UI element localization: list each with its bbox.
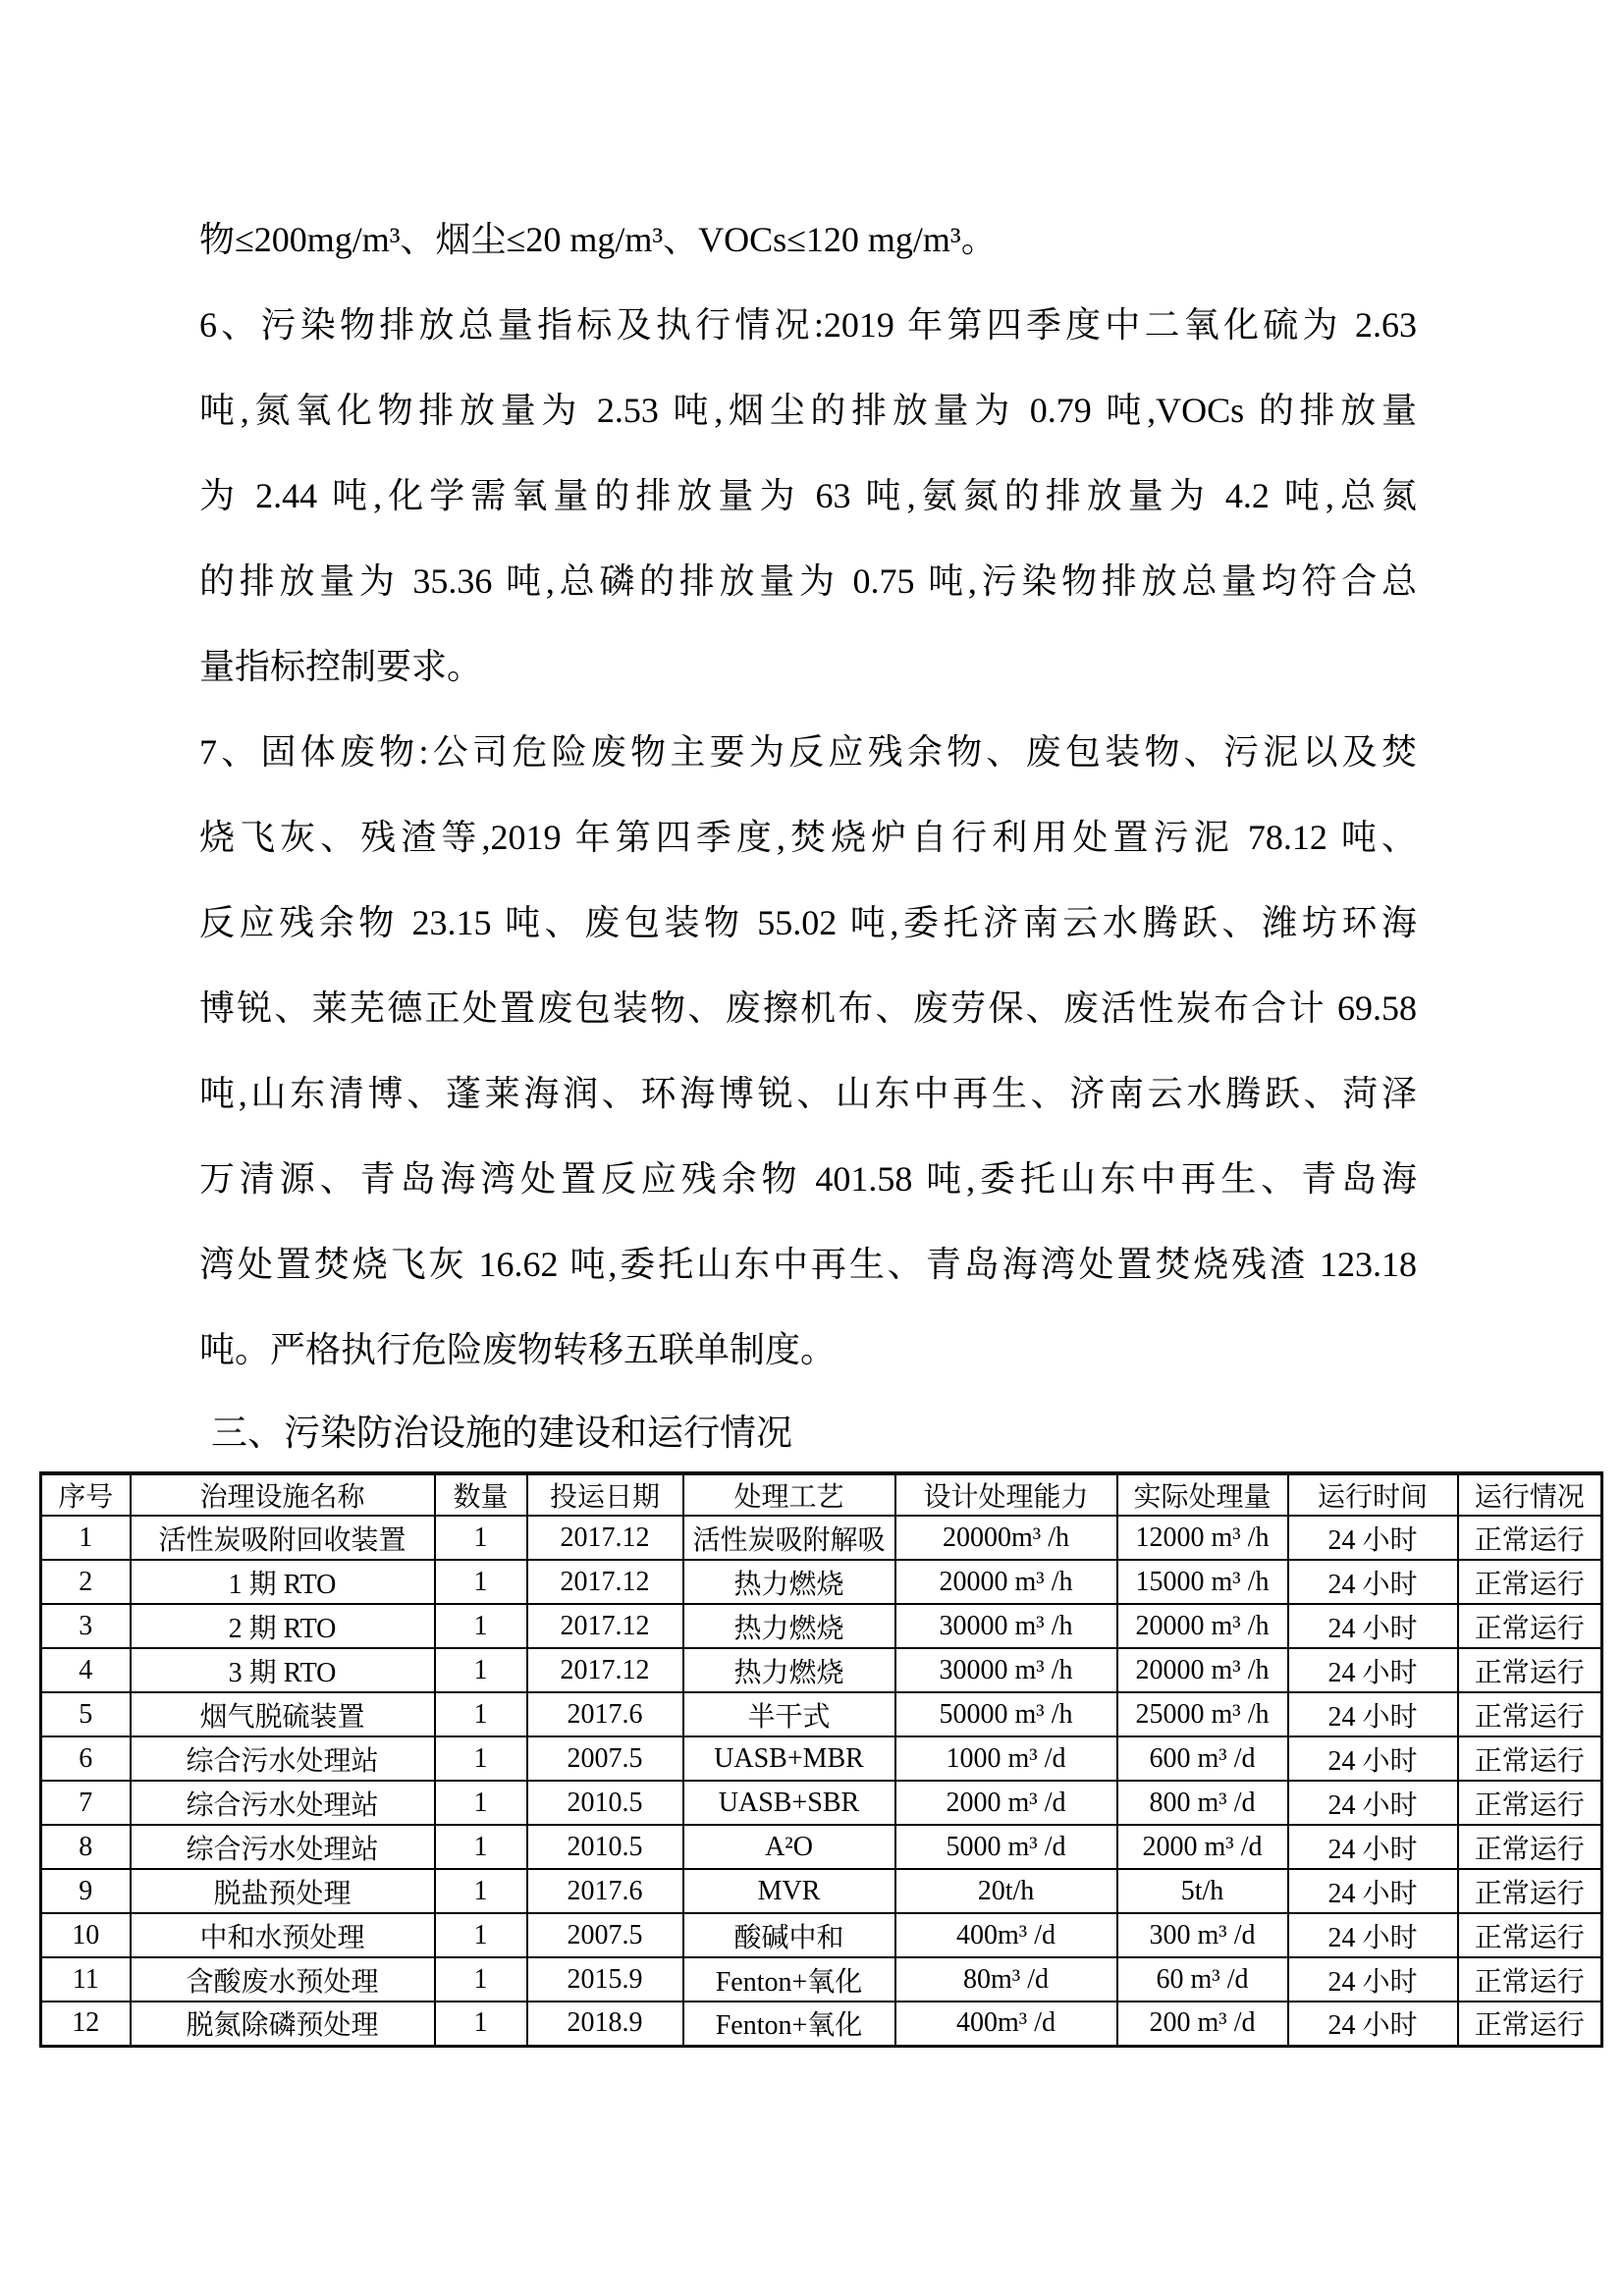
- table-cell: 600 m³ /d: [1117, 1736, 1288, 1781]
- table-cell: 2015.9: [527, 1957, 683, 2002]
- body-line: 量指标控制要求。: [199, 647, 483, 686]
- table-cell: 1: [435, 1913, 527, 1957]
- body-line: 博锐、莱芜德正处置废包装物、废擦机布、废劳保、废活性炭布合计 69.58: [199, 988, 1417, 1028]
- table-cell: 24 小时: [1288, 1560, 1458, 1604]
- table-cell: 1: [435, 1736, 527, 1781]
- table-cell: 5: [41, 1692, 131, 1736]
- table-cell: 2017.12: [527, 1516, 683, 1560]
- body-line: 7、固体废物:公司危险废物主要为反应残余物、废包装物、污泥以及焚: [199, 732, 1417, 772]
- table-cell: MVR: [683, 1869, 895, 1913]
- table-cell: 12000 m³ /h: [1117, 1516, 1288, 1560]
- table-cell: 300 m³ /d: [1117, 1913, 1288, 1957]
- table-row: [41, 1560, 1602, 1604]
- table-cell: 2: [41, 1560, 131, 1604]
- table-cell: 1 期 RTO: [131, 1560, 435, 1604]
- table-header-cell: 运行时间: [1288, 1473, 1458, 1516]
- table-cell: 热力燃烧: [683, 1604, 895, 1648]
- table-cell: 24 小时: [1288, 1913, 1458, 1957]
- table-cell: 30000 m³ /h: [895, 1648, 1117, 1692]
- table-cell: 5000 m³ /d: [895, 1825, 1117, 1869]
- table-cell: 400m³ /d: [895, 2002, 1117, 2046]
- table-cell: 正常运行: [1458, 1957, 1602, 2002]
- table-header-cell: 投运日期: [527, 1473, 683, 1516]
- body-line: 吨。严格执行危险废物转移五联单制度。: [199, 1330, 837, 1369]
- table-cell: 5t/h: [1117, 1869, 1288, 1913]
- table-cell: 24 小时: [1288, 1957, 1458, 2002]
- table-cell: 正常运行: [1458, 1604, 1602, 1648]
- table-cell: 3: [41, 1604, 131, 1648]
- table-cell: 20000 m³ /h: [1117, 1648, 1288, 1692]
- table-cell: 400m³ /d: [895, 1913, 1117, 1957]
- table-cell: 1: [41, 1516, 131, 1560]
- table-cell: 15000 m³ /h: [1117, 1560, 1288, 1604]
- table-cell: 1: [435, 1957, 527, 2002]
- table-row: [41, 1781, 1602, 1825]
- body-line: 湾处置焚烧飞灰 16.62 吨,委托山东中再生、青岛海湾处置焚烧残渣 123.18: [199, 1245, 1417, 1284]
- table-cell: 11: [41, 1957, 131, 2002]
- table-cell: 200 m³ /d: [1117, 2002, 1288, 2046]
- table-cell: 2000 m³ /d: [895, 1781, 1117, 1825]
- table-cell: Fenton+氧化: [683, 1957, 895, 2002]
- table-cell: 含酸废水预处理: [131, 1957, 435, 2002]
- table-cell: 烟气脱硫装置: [131, 1692, 435, 1736]
- table-cell: 4: [41, 1648, 131, 1692]
- table-cell: 80m³ /d: [895, 1957, 1117, 2002]
- body-line: 烧飞灰、残渣等,2019 年第四季度,焚烧炉自行利用处置污泥 78.12 吨、: [199, 818, 1417, 857]
- body-line: 吨,山东清博、蓬莱海润、环海博锐、山东中再生、济南云水腾跃、菏泽: [199, 1074, 1417, 1113]
- table-cell: 1: [435, 1692, 527, 1736]
- table-cell: 1: [435, 1604, 527, 1648]
- table-header-cell: 序号: [41, 1473, 131, 1516]
- table-cell: 20t/h: [895, 1869, 1117, 1913]
- table-cell: 综合污水处理站: [131, 1825, 435, 1869]
- table-cell: 2018.9: [527, 2002, 683, 2046]
- table-cell: 24 小时: [1288, 1825, 1458, 1869]
- table-row: [41, 1869, 1602, 1913]
- table-header-cell: 实际处理量: [1117, 1473, 1288, 1516]
- table-cell: 脱氮除磷预处理: [131, 2002, 435, 2046]
- table-header-cell: 治理设施名称: [131, 1473, 435, 1516]
- table-row: [41, 1648, 1602, 1692]
- table-cell: 1: [435, 1825, 527, 1869]
- body-text-block: [199, 197, 1417, 1393]
- table-cell: 半干式: [683, 1692, 895, 1736]
- table-cell: 2010.5: [527, 1781, 683, 1825]
- table-row: [41, 1825, 1602, 1869]
- table-cell: 正常运行: [1458, 1560, 1602, 1604]
- table-cell: 1: [435, 1516, 527, 1560]
- table-cell: 中和水预处理: [131, 1913, 435, 1957]
- table-cell: 24 小时: [1288, 1648, 1458, 1692]
- table-cell: 正常运行: [1458, 1781, 1602, 1825]
- table-cell: 正常运行: [1458, 1648, 1602, 1692]
- table-cell: 24 小时: [1288, 1516, 1458, 1560]
- table-cell: 酸碱中和: [683, 1913, 895, 1957]
- body-line: 万清源、青岛海湾处置反应残余物 401.58 吨,委托山东中再生、青岛海: [199, 1159, 1417, 1199]
- table-header-cell: 运行情况: [1458, 1473, 1602, 1516]
- table-cell: 2010.5: [527, 1825, 683, 1869]
- table-cell: 1: [435, 1560, 527, 1604]
- table-row: [41, 1913, 1602, 1957]
- table-cell: 20000 m³ /h: [895, 1560, 1117, 1604]
- table-cell: 7: [41, 1781, 131, 1825]
- table-cell: 活性炭吸附解吸: [683, 1516, 895, 1560]
- table-cell: 24 小时: [1288, 1781, 1458, 1825]
- table-cell: 25000 m³ /h: [1117, 1692, 1288, 1736]
- table-header-row: [41, 1473, 1602, 1516]
- facilities-table: [39, 1471, 1603, 2048]
- table-cell: 正常运行: [1458, 1869, 1602, 1913]
- table-cell: 2017.6: [527, 1869, 683, 1913]
- table-cell: Fenton+氧化: [683, 2002, 895, 2046]
- table-cell: 3 期 RTO: [131, 1648, 435, 1692]
- body-line: 的排放量为 35.36 吨,总磷的排放量为 0.75 吨,污染物排放总量均符合总: [199, 561, 1417, 601]
- table-row: [41, 1516, 1602, 1560]
- body-line: 反应残余物 23.15 吨、废包装物 55.02 吨,委托济南云水腾跃、潍坊环海: [199, 903, 1417, 942]
- table-cell: 1: [435, 2002, 527, 2046]
- table-cell: 8: [41, 1825, 131, 1869]
- table-cell: 800 m³ /d: [1117, 1781, 1288, 1825]
- table-cell: 1000 m³ /d: [895, 1736, 1117, 1781]
- table-header-cell: 数量: [435, 1473, 527, 1516]
- table-cell: 综合污水处理站: [131, 1781, 435, 1825]
- table-cell: 综合污水处理站: [131, 1736, 435, 1781]
- body-line: 吨,氮氧化物排放量为 2.53 吨,烟尘的排放量为 0.79 吨,VOCs 的排放量: [199, 391, 1417, 430]
- table-cell: 1: [435, 1869, 527, 1913]
- table-cell: 正常运行: [1458, 1736, 1602, 1781]
- table-cell: 6: [41, 1736, 131, 1781]
- table-cell: 脱盐预处理: [131, 1869, 435, 1913]
- table-cell: UASB+MBR: [683, 1736, 895, 1781]
- table-cell: A²O: [683, 1825, 895, 1869]
- table-cell: 热力燃烧: [683, 1560, 895, 1604]
- table-cell: 2000 m³ /d: [1117, 1825, 1288, 1869]
- table-cell: 2007.5: [527, 1913, 683, 1957]
- table-row: [41, 1604, 1602, 1648]
- section-heading: 三、污染防治设施的建设和运行情况: [211, 1414, 792, 1454]
- table-row: [41, 1736, 1602, 1781]
- table-cell: 正常运行: [1458, 1913, 1602, 1957]
- table-cell: 24 小时: [1288, 1736, 1458, 1781]
- table-cell: 24 小时: [1288, 1692, 1458, 1736]
- body-line: 物≤200mg/m³、烟尘≤20 mg/m³、VOCs≤120 mg/m³。: [199, 220, 997, 259]
- body-line: 为 2.44 吨,化学需氧量的排放量为 63 吨,氨氮的排放量为 4.2 吨,总氮: [199, 476, 1417, 515]
- table-cell: 24 小时: [1288, 2002, 1458, 2046]
- table-cell: 2007.5: [527, 1736, 683, 1781]
- table-cell: 9: [41, 1869, 131, 1913]
- table-cell: 24 小时: [1288, 1869, 1458, 1913]
- table-cell: 50000 m³ /h: [895, 1692, 1117, 1736]
- table-cell: 2017.12: [527, 1648, 683, 1692]
- table-cell: UASB+SBR: [683, 1781, 895, 1825]
- table-cell: 2017.12: [527, 1560, 683, 1604]
- table-cell: 12: [41, 2002, 131, 2046]
- table-header-cell: 处理工艺: [683, 1473, 895, 1516]
- table-row: [41, 2002, 1602, 2046]
- table-row: [41, 1957, 1602, 2002]
- table-row: [41, 1692, 1602, 1736]
- table-cell: 10: [41, 1913, 131, 1957]
- table-cell: 2017.12: [527, 1604, 683, 1648]
- table-cell: 热力燃烧: [683, 1648, 895, 1692]
- table-cell: 1: [435, 1648, 527, 1692]
- table-cell: 20000m³ /h: [895, 1516, 1117, 1560]
- table-cell: 1: [435, 1781, 527, 1825]
- table-cell: 活性炭吸附回收装置: [131, 1516, 435, 1560]
- table-cell: 正常运行: [1458, 1692, 1602, 1736]
- table-cell: 24 小时: [1288, 1604, 1458, 1648]
- table-cell: 正常运行: [1458, 1825, 1602, 1869]
- table-cell: 正常运行: [1458, 1516, 1602, 1560]
- table-cell: 2017.6: [527, 1692, 683, 1736]
- body-line: 6、污染物排放总量指标及执行情况:2019 年第四季度中二氧化硫为 2.63: [199, 305, 1417, 345]
- table-header-cell: 设计处理能力: [895, 1473, 1117, 1516]
- table-cell: 30000 m³ /h: [895, 1604, 1117, 1648]
- table-cell: 60 m³ /d: [1117, 1957, 1288, 2002]
- table-cell: 正常运行: [1458, 2002, 1602, 2046]
- table-cell: 2 期 RTO: [131, 1604, 435, 1648]
- table-cell: 20000 m³ /h: [1117, 1604, 1288, 1648]
